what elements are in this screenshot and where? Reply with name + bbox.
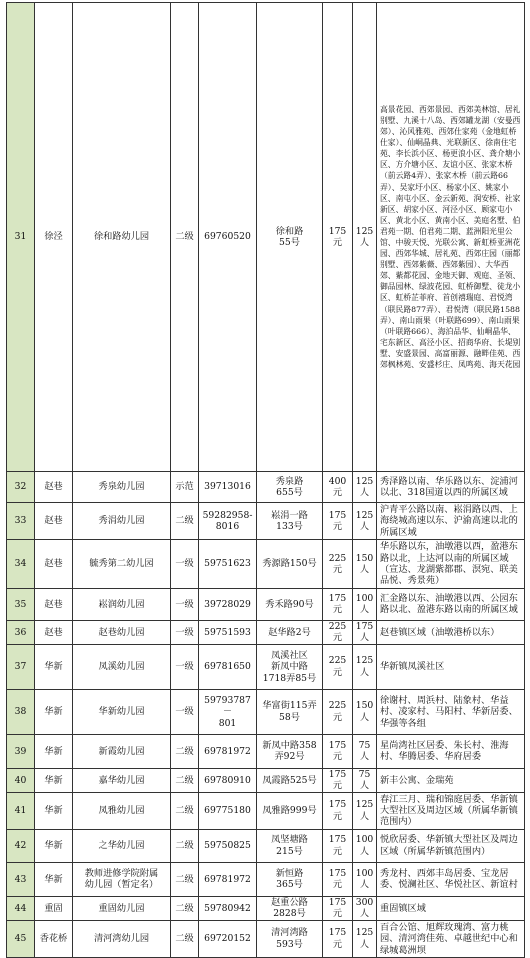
cell-town: 华新: [35, 862, 73, 896]
cell-town: 华新: [35, 689, 73, 734]
cell-fee: 175元: [323, 734, 353, 768]
cell-phone: 69781972: [199, 734, 257, 768]
cell-area: 徐谢村、周浜村、陆象村、华益村、凌家村、马阳村、华新居委、华强等各组: [377, 689, 525, 734]
cell-capacity: 150人: [353, 540, 377, 589]
table-row: [7, 896, 525, 920]
cell-number: 42: [7, 829, 35, 862]
cell-level: 一级: [171, 689, 199, 734]
cell-fee: 225元: [323, 540, 353, 589]
cell-area: 汇金路以东、油墩港以西、公园东路以北、盈港东路以南的所属区域: [377, 588, 525, 620]
cell-level: 二级: [171, 768, 199, 792]
cell-address: 秀泉路 655号: [257, 472, 323, 503]
cell-number: 32: [7, 472, 35, 503]
table-row: [7, 862, 525, 896]
cell-level: 二级: [171, 734, 199, 768]
cell-capacity: 75人: [353, 734, 377, 768]
cell-phone: 69781650: [199, 644, 257, 689]
cell-area: 秀龙村、西郊丰岛居委、宝龙居委、悦澜社区、华悦社区、新谊村: [377, 862, 525, 896]
cell-capacity: 75人: [353, 768, 377, 792]
cell-kindergarten-name: 崧润幼儿园: [73, 588, 171, 620]
cell-phone: 59282958- 8016: [199, 503, 257, 540]
cell-capacity: 175人: [353, 620, 377, 644]
cell-kindergarten-name: 清河湾幼儿园: [73, 920, 171, 957]
cell-area: 春江三月、瑞和锦庭居委、华新镇大型社区及周边区域（所属华新镇范围内）: [377, 792, 525, 829]
table-row: [7, 620, 525, 644]
cell-address: 清河湾路 593号: [257, 920, 323, 957]
cell-kindergarten-name: 重固幼儿园: [73, 896, 171, 920]
cell-level: 一级: [171, 644, 199, 689]
cell-capacity: 100人: [353, 829, 377, 862]
cell-area: 悦欣居委、华新镇大型社区及周边区域（所属华新镇范围内）: [377, 829, 525, 862]
cell-town: 赵巷: [35, 620, 73, 644]
table-row: [7, 3, 525, 472]
cell-level: 二级: [171, 920, 199, 957]
cell-town: 华新: [35, 792, 73, 829]
cell-phone: 69780910: [199, 768, 257, 792]
cell-level: 一级: [171, 540, 199, 589]
cell-capacity: 125人: [353, 503, 377, 540]
cell-capacity: 100人: [353, 588, 377, 620]
cell-number: 44: [7, 896, 35, 920]
cell-kindergarten-name: 新霞幼儿园: [73, 734, 171, 768]
table-row: [7, 768, 525, 792]
cell-address: 秀禾路90号: [257, 588, 323, 620]
cell-address: 凤坚塘路 215号: [257, 829, 323, 862]
cell-kindergarten-name: 凤雅幼儿园: [73, 792, 171, 829]
cell-area: 星尚湾社区居委、朱长村、淮海村、华腾居委、华府居委: [377, 734, 525, 768]
cell-phone: 69720152: [199, 920, 257, 957]
cell-kindergarten-name: 嘉华幼儿园: [73, 768, 171, 792]
cell-fee: 175元: [323, 3, 353, 472]
cell-kindergarten-name: 秀涓幼儿园: [73, 503, 171, 540]
cell-kindergarten-name: 徐和路幼儿园: [73, 3, 171, 472]
table-row: [7, 920, 525, 957]
cell-phone: 59793787－ 801: [199, 689, 257, 734]
cell-address: 崧涓一路 133号: [257, 503, 323, 540]
cell-fee: 175元: [323, 588, 353, 620]
cell-town: 赵巷: [35, 472, 73, 503]
cell-number: 40: [7, 768, 35, 792]
cell-capacity: 125人: [353, 472, 377, 503]
cell-phone: 39713016: [199, 472, 257, 503]
cell-area: 沪青平公路以南、崧涓路以西、上海绕城高速以东、沪渝高速以北的所属区域: [377, 503, 525, 540]
cell-kindergarten-name: 之华幼儿园: [73, 829, 171, 862]
table-row: [7, 644, 525, 689]
kindergarten-table: [6, 2, 525, 958]
cell-fee: 400元: [323, 472, 353, 503]
cell-area: 秀泽路以南、华乐路以东、淀浦河以北、318国道以西的所属区域: [377, 472, 525, 503]
cell-address: 秀源路150号: [257, 540, 323, 589]
cell-area: 高景花园、西郊景园、西郊美林馆、居礼别墅、九溪十八岛、西郊罐龙湖（安曼西郊）、沁风雅苑、西郊仕家苑（金地虹桥仕家）、仙峒晶典、光联新区、徐南住宅苑、李长浜小区、杨更浪小区、龚介塘小区、方介塘小区、友谊小区、张家木桥（前云路4弄）、张家木桥（前云路66弄）、吴家圩小区、杨家小区、姚家小区、南屯小区、金云新苑、润安桥、社家新区、胡家小区、河泾小区、顾家屯小区、黄北小区、黄南小区、美庭名墅、伯君苑一期、伯君苑二期、蓝洲阳光里公馆、中骏天悦、光联公寓、新虹桥亚洲花园、西郊华城、居礼苑、西郊庄园（丽都别墅、西郊紫薇、西郊紫园）、大华西郊、紫都花园、金地天御、观庭、圣领、御品园林、绿波花园、虹桥御墅、徒龙小区、虹桥芷菲府、首创禧瑞庭、君悦湾（联民路877弄）、君悦湾（联民路1588弄）、南山雨果（叶联路699）、南山雨果（叶联路666）、海泊品华、仙峒晶华、宅东新区、高泾小区、招商华府、长堤别墅、安盛景园、高富丽源、融畔佳苑、西郊枫林苑、安盛杉庄、凤鸣苑、海天花园: [377, 3, 525, 472]
cell-capacity: 100人: [353, 862, 377, 896]
cell-level: 二级: [171, 3, 199, 472]
cell-town: 华新: [35, 829, 73, 862]
cell-area: 赵巷镇区域（油墩港桥以东）: [377, 620, 525, 644]
cell-phone: 59751623: [199, 540, 257, 589]
cell-fee: 225元: [323, 620, 353, 644]
cell-fee: 225元: [323, 689, 353, 734]
cell-capacity: 150人: [353, 689, 377, 734]
cell-number: 41: [7, 792, 35, 829]
cell-capacity: 125人: [353, 644, 377, 689]
cell-number: 31: [7, 3, 35, 472]
cell-town: 赵巷: [35, 540, 73, 589]
cell-town: 赵巷: [35, 503, 73, 540]
cell-address: 凤溪社区 新凤中路 1718弄85号: [257, 644, 323, 689]
table-row: [7, 792, 525, 829]
cell-level: 二级: [171, 862, 199, 896]
cell-town: 重固: [35, 896, 73, 920]
cell-address: 凤霞路525号: [257, 768, 323, 792]
cell-phone: 69775180: [199, 792, 257, 829]
cell-capacity: 300人: [353, 896, 377, 920]
cell-capacity: 125人: [353, 920, 377, 957]
cell-address: 徐和路 55号: [257, 3, 323, 472]
cell-town: 徐泾: [35, 3, 73, 472]
cell-kindergarten-name: 教师进修学院附属 幼儿园（暂定名）: [73, 862, 171, 896]
table-row: [7, 472, 525, 503]
cell-level: 二级: [171, 503, 199, 540]
cell-number: 38: [7, 689, 35, 734]
cell-address: 华富街115弄 58号: [257, 689, 323, 734]
cell-town: 华新: [35, 734, 73, 768]
cell-kindergarten-name: 赵巷幼儿园: [73, 620, 171, 644]
table-row: [7, 689, 525, 734]
cell-area: 新丰公寓、金瑞苑: [377, 768, 525, 792]
cell-level: 一级: [171, 620, 199, 644]
cell-level: 二级: [171, 896, 199, 920]
cell-area: 重固镇区域: [377, 896, 525, 920]
cell-phone: 39728029: [199, 588, 257, 620]
cell-number: 43: [7, 862, 35, 896]
cell-phone: 59780942: [199, 896, 257, 920]
cell-number: 34: [7, 540, 35, 589]
cell-town: 华新: [35, 768, 73, 792]
cell-number: 39: [7, 734, 35, 768]
cell-level: 二级: [171, 829, 199, 862]
cell-town: 赵巷: [35, 588, 73, 620]
table-row: [7, 734, 525, 768]
cell-fee: 175元: [323, 503, 353, 540]
cell-level: 二级: [171, 792, 199, 829]
cell-fee: 175元: [323, 768, 353, 792]
cell-area: 华乐路以东，油墩港以西，盈港东路以北，上达河以南的所属区域（宣达、龙湖紫都郡、溟宛、联美品悦、秀景苑）: [377, 540, 525, 589]
cell-capacity: 125人: [353, 792, 377, 829]
cell-fee: 175元: [323, 896, 353, 920]
cell-address: 凤雅路999号: [257, 792, 323, 829]
cell-capacity: 125人: [353, 3, 377, 472]
cell-area: 百合公馆、旭辉玫瑰湾、富力桃园、清河湾佳苑、卓越世纪中心和绿城葛洲坝: [377, 920, 525, 957]
table-row: [7, 588, 525, 620]
cell-fee: 175元: [323, 920, 353, 957]
cell-fee: 225元: [323, 644, 353, 689]
cell-address: 新凤中路358 弄92号: [257, 734, 323, 768]
cell-number: 37: [7, 644, 35, 689]
cell-town: 华新: [35, 644, 73, 689]
cell-number: 36: [7, 620, 35, 644]
table-row: [7, 503, 525, 540]
cell-phone: 59750825: [199, 829, 257, 862]
cell-address: 赵华路2号: [257, 620, 323, 644]
cell-number: 35: [7, 588, 35, 620]
cell-kindergarten-name: 毓秀第二幼儿园: [73, 540, 171, 589]
table-row: [7, 540, 525, 589]
cell-town: 香花桥: [35, 920, 73, 957]
cell-fee: 175元: [323, 792, 353, 829]
cell-phone: 59751593: [199, 620, 257, 644]
cell-kindergarten-name: 秀泉幼儿园: [73, 472, 171, 503]
cell-area: 华新镇凤溪社区: [377, 644, 525, 689]
cell-level: 示范: [171, 472, 199, 503]
cell-address: 赵重公路 2828号: [257, 896, 323, 920]
cell-phone: 69781972: [199, 862, 257, 896]
cell-address: 新恒路 365号: [257, 862, 323, 896]
cell-fee: 175元: [323, 862, 353, 896]
cell-number: 33: [7, 503, 35, 540]
table-row: [7, 829, 525, 862]
cell-kindergarten-name: 凤溪幼儿园: [73, 644, 171, 689]
cell-kindergarten-name: 华新幼儿园: [73, 689, 171, 734]
cell-number: 45: [7, 920, 35, 957]
cell-phone: 69760520: [199, 3, 257, 472]
cell-level: 一级: [171, 588, 199, 620]
cell-fee: 175元: [323, 829, 353, 862]
